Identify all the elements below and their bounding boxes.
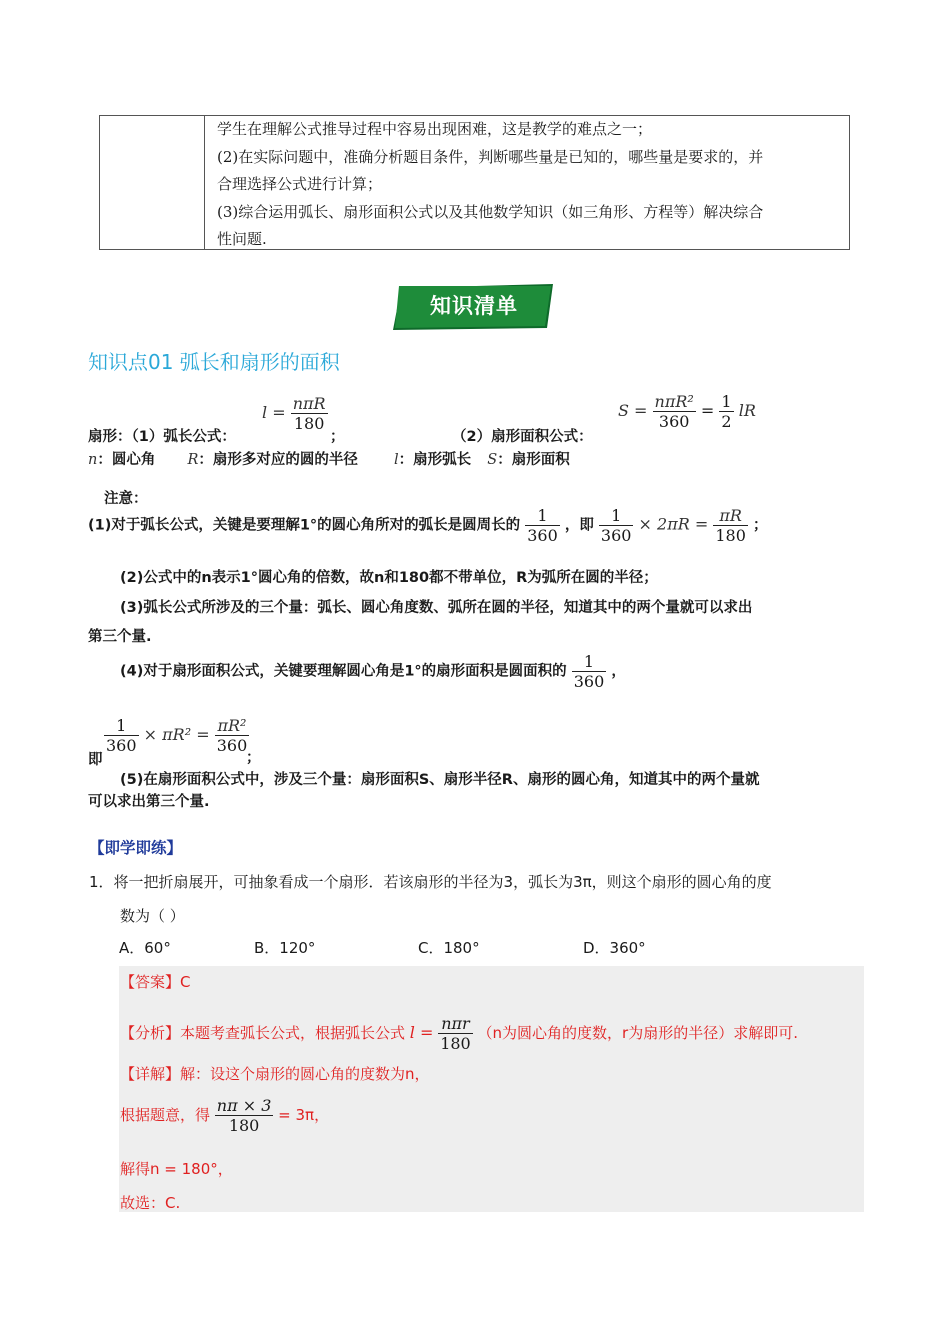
legend-R-symbol: R (187, 452, 199, 468)
arc-fraction (291, 394, 328, 433)
note-1-frac-den: 360 (527, 526, 558, 545)
note-4-fraction (572, 652, 607, 691)
legend-l-symbol: l (394, 452, 399, 468)
note-5b: 可以求出第三个量. (88, 794, 210, 810)
legend-R-text: ：扇形多对应的圆的半径 (198, 452, 358, 468)
analysis-fraction (438, 1014, 473, 1053)
area-lhs: S = (618, 401, 648, 420)
note-1-text: (1)对于弧长公式，关键是要理解1°的圆心角所对的弧长是圆周长的 (88, 517, 521, 534)
area-den: 360 (658, 412, 690, 431)
legend-n-symbol: n (88, 452, 98, 468)
table-line-1: 学生在理解公式推导过程中容易出现困难，这是教学的难点之一； (217, 120, 653, 138)
ji-frac-num: 1 (104, 716, 139, 736)
analysis-pre: 【分析】本题考查弧长公式，根据弧长公式 (120, 1024, 406, 1042)
option-c[interactable]: C．180° (418, 939, 480, 957)
note-1-result (713, 506, 748, 545)
answer-line: 【答案】C (120, 973, 191, 991)
notes-heading: 注意： (104, 491, 148, 507)
step-1-fraction (215, 1096, 274, 1135)
note-1-mid: ，即 (564, 517, 594, 534)
note-1-mult: × 2πR = (638, 514, 709, 534)
option-b[interactable]: B．120° (254, 939, 316, 957)
analysis-post: （n为圆心角的度数，r为扇形的半径）求解即可. (477, 1024, 798, 1042)
practice-heading: 【即学即练】 (89, 839, 183, 857)
sector-arc-label: 扇形：（1）弧长公式： (88, 429, 236, 445)
sector-area-formula (618, 392, 756, 431)
detail-line: 【详解】解：设这个扇形的圆心角的度数为n， (120, 1065, 430, 1083)
analysis-line (120, 1014, 798, 1053)
note-1-fraction (525, 506, 560, 545)
note-1b-num: 1 (599, 506, 634, 526)
analysis-num: nπr (438, 1014, 473, 1034)
half-fraction (719, 392, 733, 431)
step-1-post: = 3π， (278, 1106, 330, 1124)
option-a[interactable]: A．60° (119, 939, 171, 957)
note-5a: (5)在扇形面积公式中，涉及三个量：扇形面积S、扇形半径R、扇形的圆心角，知道其中的两个量就 (120, 772, 760, 788)
half-num: 1 (721, 392, 732, 411)
objectives-table (99, 115, 850, 250)
conclusion-line: 故选：C. (120, 1194, 181, 1212)
note-4 (120, 652, 626, 691)
arc-num: nπR (292, 394, 326, 413)
question-1-line-1: 1．将一把折扇展开，可抽象看成一个扇形．若该扇形的半径为3，弧长为3π，则这个扇形的圆心角的度 (89, 873, 772, 891)
table-divider (204, 116, 205, 249)
ji-res-num: πR² (215, 716, 250, 736)
area-rhs: lR (738, 401, 756, 420)
step-1-den: 180 (228, 1116, 260, 1135)
note-1-end: ； (752, 517, 768, 534)
knowledge-list-banner (393, 284, 555, 332)
ji-mult: × πR² = (143, 725, 210, 744)
note-4-frac-num: 1 (572, 652, 607, 672)
table-line-3: 合理选择公式进行计算； (217, 175, 383, 193)
legend-S-text: ：扇形面积 (497, 452, 570, 468)
note-1-res-num: πR (713, 506, 748, 526)
banner-label: 知识清单 (430, 294, 518, 318)
legend-l-text: ：扇形弧长 (398, 452, 472, 468)
note-4-frac-den: 360 (573, 672, 605, 691)
note-4-text: (4)对于扇形面积公式，关键要理解圆心角是1°的扇形面积是圆面积的 (120, 663, 567, 680)
table-content-cell (217, 116, 835, 254)
area-fraction (653, 392, 696, 431)
legend-S-symbol: S (487, 452, 498, 468)
option-d[interactable]: D．360° (583, 939, 646, 957)
ji-label: 即 (88, 752, 103, 768)
section-title: 知识点01 弧长和扇形的面积 (88, 350, 340, 374)
note-3a: (3)弧长公式所涉及的三个量：弧长、圆心角度数、弧所在圆的半径，知道其中的两个量就可以求出 (120, 600, 753, 616)
ji-frac-den: 360 (106, 736, 137, 755)
step-1-num: nπ × 3 (216, 1096, 272, 1115)
note-1-res-den: 180 (715, 526, 746, 545)
half-den: 2 (721, 412, 732, 431)
analysis-lhs: l = (409, 1023, 434, 1042)
legend-n-text: ：圆心角 (97, 452, 156, 468)
note-1b-den: 360 (600, 526, 632, 545)
legend-row (88, 448, 570, 469)
note-2: (2)公式中的n表示1°圆心角的倍数，故n和180都不带单位，R为弧所在圆的半径； (120, 570, 658, 586)
table-line-4: (3)综合运用弧长、扇形面积公式以及其他数学知识（如三角形、方程等）解决综合 (217, 202, 764, 221)
question-1-line-2: 数为（ ） (120, 907, 185, 925)
table-line-2: (2)在实际问题中，准确分析题目条件，判断哪些量是已知的，哪些量是要求的，并 (217, 147, 764, 166)
sector-area-label: （2）扇形面积公式： (452, 429, 593, 445)
ji-fraction (104, 716, 139, 755)
step-1-line (120, 1096, 329, 1135)
note-3b: 第三个量. (88, 629, 152, 645)
area-eq: = (700, 401, 715, 420)
arc-semicolon: ； (330, 429, 345, 445)
ji-result (215, 716, 250, 755)
ji-end: ； (246, 750, 261, 766)
arc-lhs: l = (262, 403, 286, 422)
analysis-den: 180 (440, 1034, 471, 1053)
ji-formula (104, 716, 249, 755)
table-line-5: 性问题. (217, 230, 267, 248)
step-2-line: 解得n = 180°， (120, 1160, 233, 1178)
note-4-end: ， (611, 663, 626, 680)
arc-den: 180 (293, 414, 325, 433)
step-1-pre: 根据题意，得 (120, 1106, 211, 1124)
ji-res-den: 360 (216, 736, 248, 755)
note-1-frac-num: 1 (525, 506, 560, 526)
note-1 (88, 506, 767, 545)
note-1-fraction-b (599, 506, 634, 545)
area-num: nπR² (654, 392, 694, 411)
arc-length-formula (262, 394, 328, 433)
